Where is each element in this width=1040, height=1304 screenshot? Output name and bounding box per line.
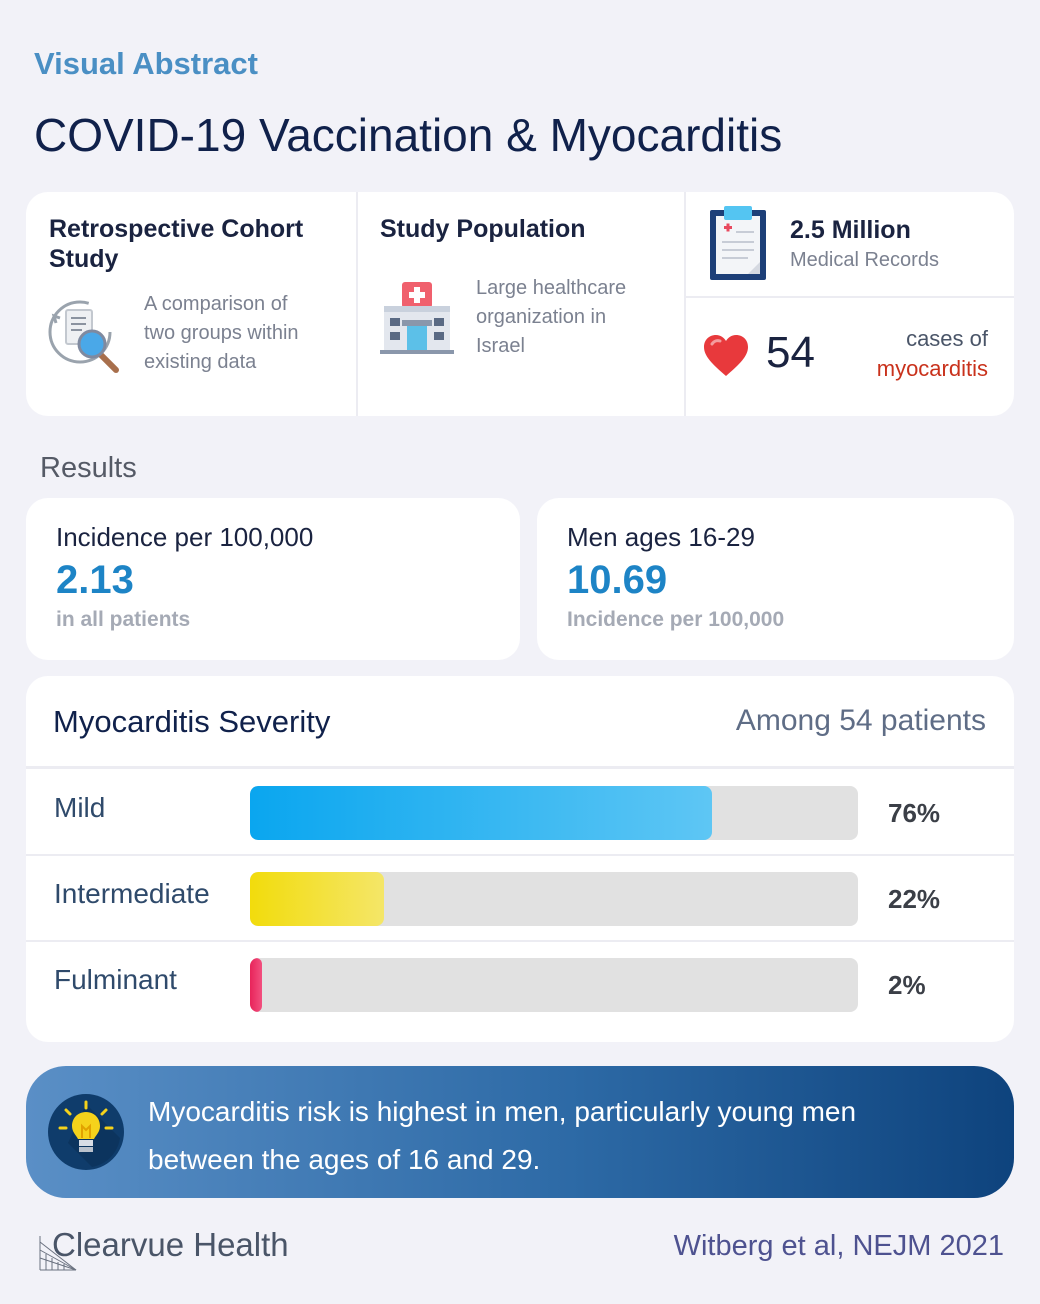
severity-title: Myocarditis Severity bbox=[53, 704, 331, 739]
cases-count: 54 bbox=[766, 328, 815, 377]
description-line: organization in bbox=[476, 306, 607, 328]
result-card-young-men bbox=[537, 498, 1014, 660]
study-design-description bbox=[144, 290, 299, 377]
result-value: 2.13 bbox=[56, 558, 134, 602]
description-line: A comparison of bbox=[144, 293, 288, 315]
conclusion-text bbox=[148, 1088, 988, 1184]
result-subtitle: Incidence per 100,000 bbox=[567, 608, 785, 631]
brand-name: Clearvue Health bbox=[52, 1226, 289, 1263]
severity-note: Among 54 patients bbox=[735, 704, 986, 737]
records-label: Medical Records bbox=[790, 249, 939, 271]
severity-row bbox=[26, 768, 1014, 854]
page-title: COVID-19 Vaccination & Myocarditis bbox=[34, 109, 783, 161]
study-design-title: Retrospective Cohort Study bbox=[49, 215, 304, 273]
divider bbox=[356, 192, 358, 416]
description-line: two groups within bbox=[144, 322, 299, 344]
description-line: Israel bbox=[476, 335, 525, 357]
conclusion-line: Myocarditis risk is highest in men, particularly young men bbox=[148, 1096, 857, 1127]
result-card-all-patients bbox=[26, 498, 520, 660]
severity-row bbox=[26, 854, 1014, 940]
clipboard-icon bbox=[708, 206, 770, 282]
result-title: Incidence per 100,000 bbox=[56, 522, 314, 552]
severity-bar-track bbox=[250, 786, 858, 840]
description-line: Large healthcare bbox=[476, 277, 627, 299]
records-count: 2.5 Million bbox=[790, 216, 911, 244]
cases-label-line1: cases of bbox=[906, 326, 988, 351]
conclusion-line: between the ages of 16 and 29. bbox=[148, 1144, 541, 1175]
severity-label: Intermediate bbox=[54, 878, 210, 909]
lightbulb-icon bbox=[48, 1094, 124, 1170]
severity-label: Fulminant bbox=[54, 964, 177, 995]
severity-bar-track bbox=[250, 872, 858, 926]
severity-percent: 22% bbox=[888, 884, 941, 914]
study-overview-card bbox=[26, 192, 1014, 416]
severity-percent: 76% bbox=[888, 798, 941, 828]
hospital-icon bbox=[380, 282, 454, 356]
results-heading: Results bbox=[40, 452, 137, 484]
cases-label bbox=[877, 324, 988, 384]
severity-label: Mild bbox=[54, 792, 106, 823]
severity-row bbox=[26, 940, 1014, 1026]
heart-icon bbox=[702, 334, 750, 378]
divider bbox=[684, 192, 686, 416]
conclusion-banner bbox=[26, 1066, 1014, 1198]
study-population-title: Study Population bbox=[380, 215, 586, 243]
severity-bar-track bbox=[250, 958, 858, 1012]
description-line: existing data bbox=[144, 351, 257, 373]
result-value: 10.69 bbox=[567, 558, 668, 602]
divider bbox=[686, 296, 1014, 298]
result-title: Men ages 16-29 bbox=[567, 522, 755, 552]
severity-bar-fill bbox=[250, 786, 712, 840]
severity-bar-fill bbox=[250, 958, 262, 1012]
severity-percent: 2% bbox=[888, 970, 926, 1000]
citation: Witberg et al, NEJM 2021 bbox=[673, 1230, 1004, 1262]
study-population-description bbox=[476, 274, 626, 361]
magnifier-document-icon bbox=[46, 296, 126, 376]
severity-card bbox=[26, 676, 1014, 1042]
severity-bar-fill bbox=[250, 872, 384, 926]
kicker-label: Visual Abstract bbox=[34, 46, 258, 81]
result-subtitle: in all patients bbox=[56, 608, 191, 631]
cases-label-line2: myocarditis bbox=[876, 356, 988, 381]
